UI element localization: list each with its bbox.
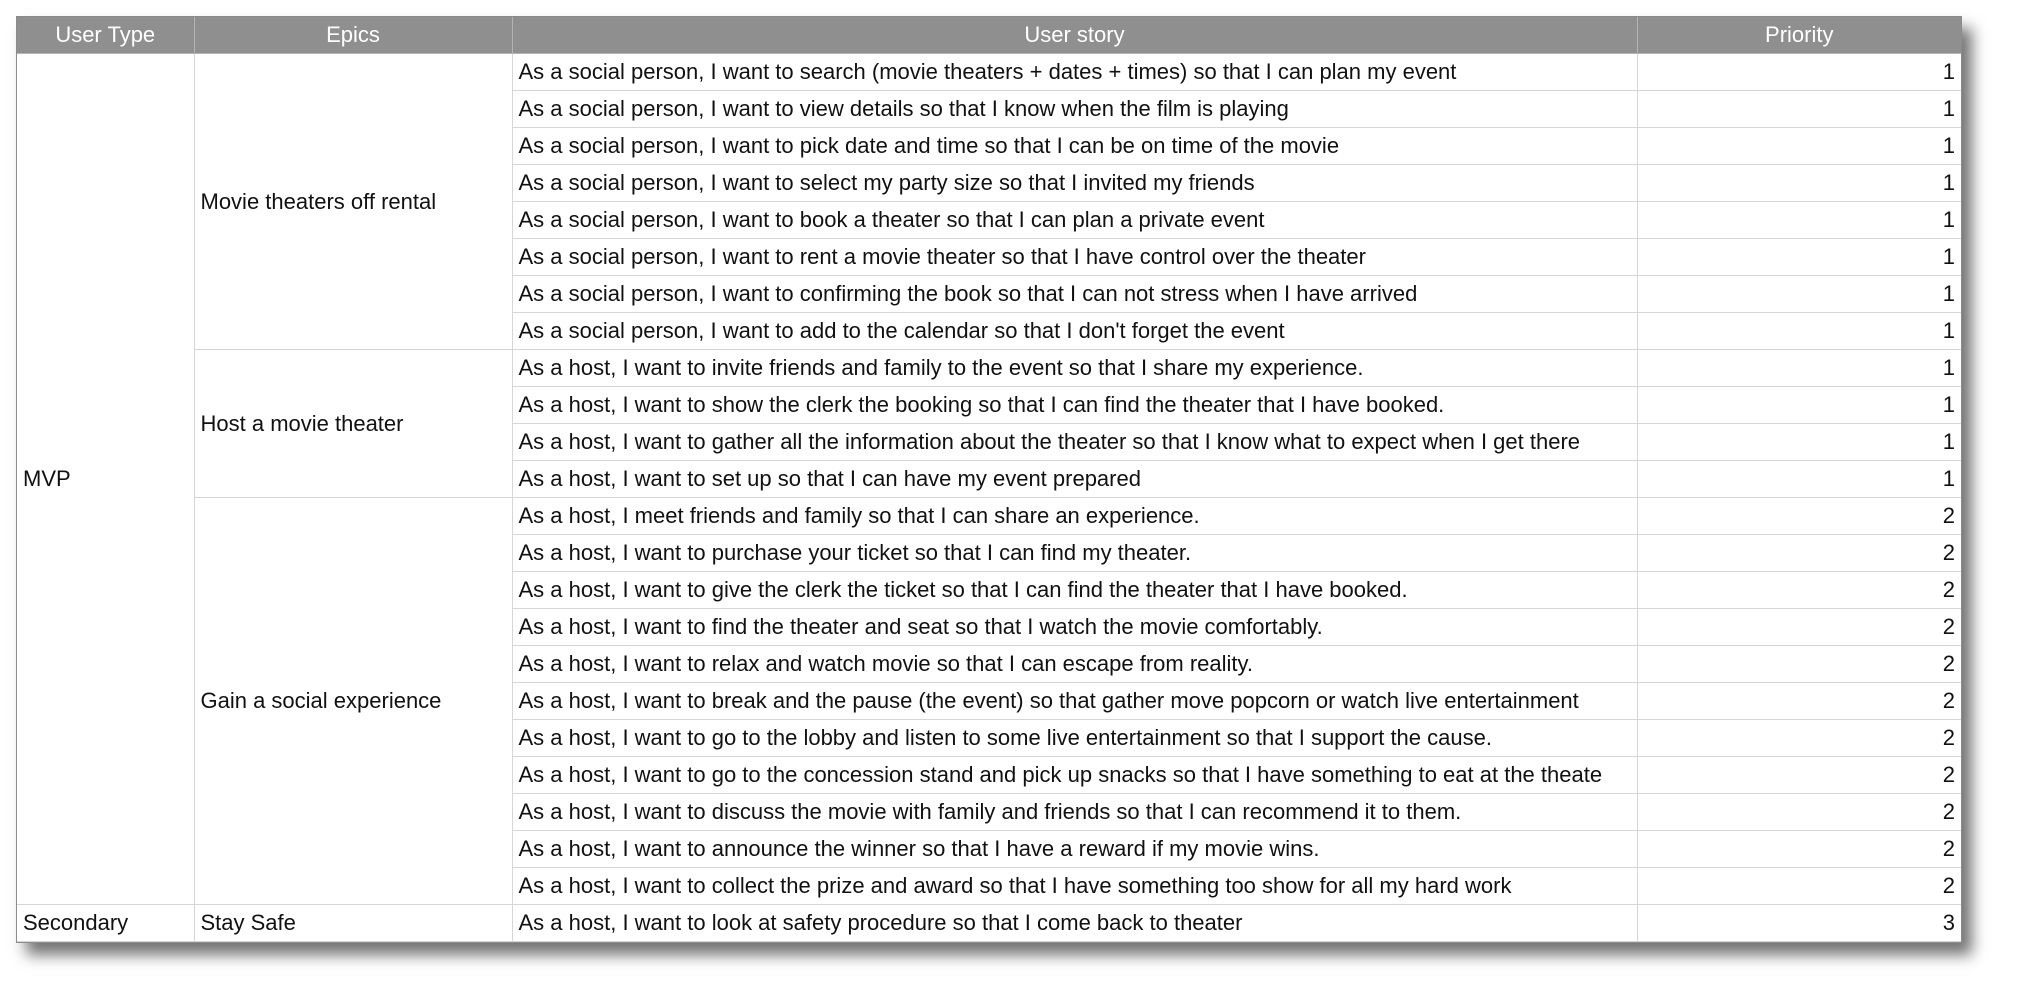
- priority-cell[interactable]: 1: [1637, 165, 1961, 202]
- user-story-cell[interactable]: As a social person, I want to confirming the book so that I can not stress when I have arrived: [512, 276, 1637, 313]
- priority-cell[interactable]: 2: [1637, 868, 1961, 905]
- table-body: [17, 54, 1961, 942]
- priority-cell[interactable]: 2: [1637, 572, 1961, 609]
- priority-cell[interactable]: 1: [1637, 424, 1961, 461]
- header-user-type[interactable]: User Type: [17, 17, 194, 54]
- table-row: [17, 498, 1961, 535]
- user-story-cell[interactable]: As a social person, I want to pick date and time so that I can be on time of the movie: [512, 128, 1637, 165]
- priority-cell[interactable]: 1: [1637, 239, 1961, 276]
- user-story-cell[interactable]: As a host, I meet friends and family so that I can share an experience.: [512, 498, 1637, 535]
- user-story-cell[interactable]: As a host, I want to announce the winner so that I have a reward if my movie wins.: [512, 831, 1637, 868]
- user-story-cell[interactable]: As a host, I want to purchase your ticket so that I can find my theater.: [512, 535, 1637, 572]
- user-story-cell[interactable]: As a social person, I want to rent a movie theater so that I have control over the theater: [512, 239, 1637, 276]
- priority-cell[interactable]: 2: [1637, 498, 1961, 535]
- user-type-cell[interactable]: MVP: [17, 54, 194, 905]
- user-story-cell[interactable]: As a host, I want to discuss the movie with family and friends so that I can recommend it to them.: [512, 794, 1637, 831]
- priority-cell[interactable]: 1: [1637, 91, 1961, 128]
- user-story-cell[interactable]: As a host, I want to relax and watch movie so that I can escape from reality.: [512, 646, 1637, 683]
- header-priority[interactable]: Priority: [1637, 17, 1961, 54]
- table-row: [17, 350, 1961, 387]
- user-story-cell[interactable]: As a host, I want to find the theater and seat so that I watch the movie comfortably.: [512, 609, 1637, 646]
- header-epics[interactable]: Epics: [194, 17, 512, 54]
- epic-cell[interactable]: Gain a social experience: [194, 498, 512, 905]
- user-story-cell[interactable]: As a host, I want to go to the concession stand and pick up snacks so that I have something to eat at the theate: [512, 757, 1637, 794]
- user-story-cell[interactable]: As a social person, I want to search (movie theaters + dates + times) so that I can plan my event: [512, 54, 1637, 91]
- priority-cell[interactable]: 2: [1637, 535, 1961, 572]
- header-row: [17, 17, 1961, 54]
- user-story-cell[interactable]: As a social person, I want to view details so that I know when the film is playing: [512, 91, 1637, 128]
- user-story-cell[interactable]: As a host, I want to go to the lobby and listen to some live entertainment so that I support the cause.: [512, 720, 1637, 757]
- user-story-cell[interactable]: As a social person, I want to book a theater so that I can plan a private event: [512, 202, 1637, 239]
- priority-cell[interactable]: 3: [1637, 905, 1961, 942]
- priority-cell[interactable]: 1: [1637, 276, 1961, 313]
- priority-cell[interactable]: 1: [1637, 387, 1961, 424]
- user-story-cell[interactable]: As a host, I want to give the clerk the ticket so that I can find the theater that I have booked.: [512, 572, 1637, 609]
- user-story-cell[interactable]: As a host, I want to invite friends and family to the event so that I share my experience.: [512, 350, 1637, 387]
- priority-cell[interactable]: 1: [1637, 313, 1961, 350]
- user-story-cell[interactable]: As a social person, I want to add to the calendar so that I don't forget the event: [512, 313, 1637, 350]
- priority-cell[interactable]: 2: [1637, 757, 1961, 794]
- priority-cell[interactable]: 1: [1637, 461, 1961, 498]
- user-story-cell[interactable]: As a host, I want to break and the pause (the event) so that gather move popcorn or watch live entertainment: [512, 683, 1637, 720]
- user-story-cell[interactable]: As a host, I want to look at safety procedure so that I come back to theater: [512, 905, 1637, 942]
- header-user-story[interactable]: User story: [512, 17, 1637, 54]
- priority-cell[interactable]: 2: [1637, 831, 1961, 868]
- user-story-table: [17, 17, 1961, 942]
- user-story-cell[interactable]: As a host, I want to show the clerk the booking so that I can find the theater that I have booked.: [512, 387, 1637, 424]
- priority-cell[interactable]: 2: [1637, 646, 1961, 683]
- user-story-cell[interactable]: As a host, I want to collect the prize and award so that I have something too show for all my hard work: [512, 868, 1637, 905]
- epic-cell[interactable]: Host a movie theater: [194, 350, 512, 498]
- priority-cell[interactable]: 2: [1637, 683, 1961, 720]
- epic-cell[interactable]: Stay Safe: [194, 905, 512, 942]
- priority-cell[interactable]: 1: [1637, 202, 1961, 239]
- priority-cell[interactable]: 1: [1637, 350, 1961, 387]
- table-row: [17, 905, 1961, 942]
- user-story-cell[interactable]: As a social person, I want to select my party size so that I invited my friends: [512, 165, 1637, 202]
- user-story-sheet: [16, 16, 1962, 943]
- user-story-cell[interactable]: As a host, I want to set up so that I can have my event prepared: [512, 461, 1637, 498]
- user-story-cell[interactable]: As a host, I want to gather all the information about the theater so that I know what to expect when I get there: [512, 424, 1637, 461]
- priority-cell[interactable]: 1: [1637, 128, 1961, 165]
- epic-cell[interactable]: Movie theaters off rental: [194, 54, 512, 350]
- priority-cell[interactable]: 2: [1637, 720, 1961, 757]
- priority-cell[interactable]: 1: [1637, 54, 1961, 91]
- priority-cell[interactable]: 2: [1637, 794, 1961, 831]
- priority-cell[interactable]: 2: [1637, 609, 1961, 646]
- user-type-cell[interactable]: Secondary: [17, 905, 194, 942]
- table-row: [17, 54, 1961, 91]
